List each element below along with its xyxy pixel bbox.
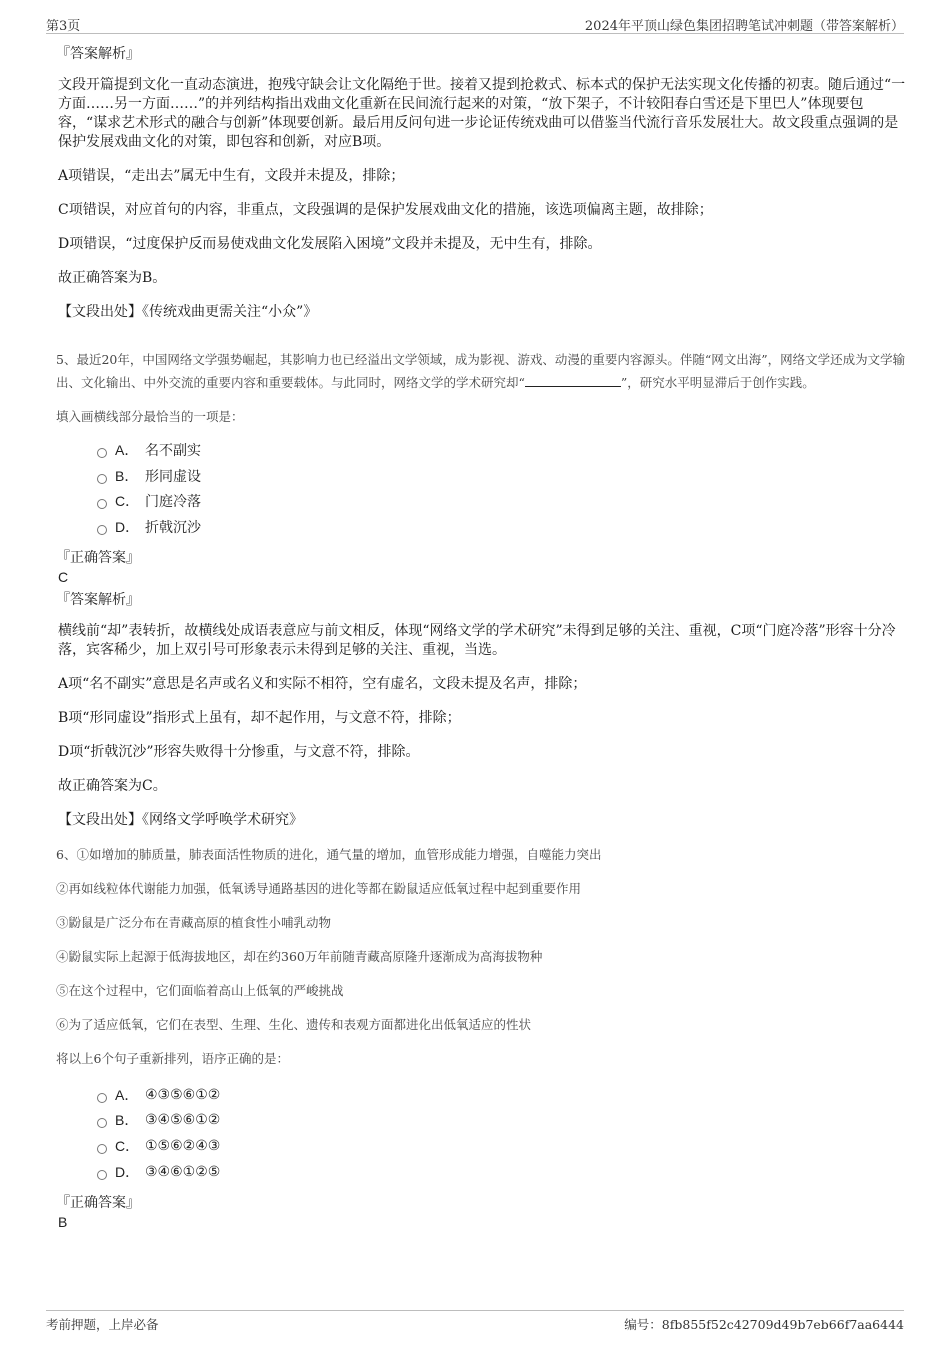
option-letter: B． [115,1112,139,1129]
analysis-paragraph: A项“名不副实”意思是名声或名义和实际不相符，空有虚名，文段未提及名声，排除； [58,675,587,692]
option-letter: C． [115,1137,140,1154]
page-number: 第3页 [46,19,81,34]
correct-answer: C [58,568,69,585]
option-letter: C． [115,493,140,510]
option-letter: A． [115,1086,139,1103]
option-text: 门庭冷落 [145,494,201,511]
analysis-paragraph: 故正确答案为B。 [58,270,167,286]
question-5 [56,348,906,830]
question-stem [56,348,906,394]
correct-answer-title: 『正确答案』 [56,549,140,566]
question-sentence: ③鼢鼠是广泛分布在青藏高原的植食性小哺乳动物 [56,914,332,930]
correct-answer: B [58,1213,68,1230]
option-list [97,1082,906,1185]
analysis-title: 『答案解析』 [56,591,140,608]
option-text: ③④⑥①②⑤ [145,1163,221,1180]
analysis-title: 『答案解析』 [56,46,140,62]
analysis-paragraph: C项错误，对应首句的内容，非重点，文段强调的是保护发展戏曲文化的措施，该选项偏离主题，故排除； [58,202,713,218]
q4-analysis [56,44,906,322]
option-text: 折戟沉沙 [145,519,201,536]
option-b[interactable] [97,463,906,489]
option-list [97,437,906,540]
option-b[interactable] [97,1107,906,1133]
fill-blank [525,375,621,387]
question-prompt: 填入画横线部分最恰当的一项是： [56,409,244,424]
option-c[interactable] [97,488,906,514]
question-sentence: 6、①如增加的肺质量，肺表面活性物质的进化，通气量的增加，血管形成能力增强，自噬能力突出 [56,846,602,862]
option-letter: D． [115,518,140,535]
page-header [46,12,904,34]
stem-before-blank: 5、最近20年，中国网络文学强势崛起，其影响力也已经溢出文学领域，成为影视、游戏、动漫的重要内容源头。伴随“网文出海”，网络文学还成为文学输出、文化输出、中外交流的重要内容和重要载体。与此同时，网络文学的学术研究却“ [56,352,906,390]
option-letter: A． [115,441,139,458]
analysis-paragraph: 故正确答案为C。 [58,777,167,794]
footer-slogan: 考前押题，上岸必备 [46,1317,159,1332]
radio-button-icon[interactable] [97,1118,107,1128]
option-a[interactable] [97,437,906,463]
analysis-paragraph: D项“折戟沉沙”形容失败得十分惨重，与文意不符，排除。 [58,743,420,760]
analysis-paragraph: B项“形同虚设”指形式上虽有，却不起作用，与文意不符，排除； [58,709,461,726]
option-a[interactable] [97,1082,906,1108]
source-citation: 【文段出处】《网络文学呼唤学术研究》 [58,811,303,828]
analysis-paragraph: D项错误，“过度保护反而易使戏曲文化发展陷入困境”文段并未提及，无中生有，排除。 [58,236,602,252]
radio-button-icon[interactable] [97,499,107,509]
document-code: 编号：8fb855f52c42709d49b7eb66f7aa6444 [624,1317,904,1332]
question-6 [56,846,906,1231]
analysis-paragraph: 横线前“却”表转折，故横线处成语表意应与前文相反，体现“网络文学的学术研究”未得到足够的关注、重视，C项“门庭冷落”形容十分冷落，宾客稀少，加上双引号可形象表示未得到足够的关注、重视，当选。 [58,622,896,658]
option-letter: B． [115,467,139,484]
radio-button-icon[interactable] [97,525,107,535]
radio-button-icon[interactable] [97,1170,107,1180]
document-title: 2024年平顶山绿色集团招聘笔试冲刺题（带答案解析） [584,19,904,34]
question-sentence: ⑤在这个过程中，它们面临着高山上低氧的严峻挑战 [56,982,344,998]
correct-answer-title: 『正确答案』 [56,1194,140,1211]
analysis-paragraph: A项错误，“走出去”属无中生有，文段并未提及，排除； [58,168,405,184]
option-text: 名不副实 [145,442,201,459]
radio-button-icon[interactable] [97,474,107,484]
radio-button-icon[interactable] [97,1093,107,1103]
option-c[interactable] [97,1133,906,1159]
question-sentence: ②再如线粒体代谢能力加强，低氧诱导通路基因的进化等都在鼢鼠适应低氧过程中起到重要作用 [56,880,582,896]
question-sentence: ⑥为了适应低氧，它们在表型、生理、生化、遗传和表观方面都进化出低氧适应的性状 [56,1016,532,1032]
page-content [56,44,906,1231]
option-text: ④③⑤⑥①② [145,1086,221,1103]
analysis-paragraph: 文段开篇提到文化一直动态演进，抱残守缺会让文化隔绝于世。接着又提到抢救式、标本式的保护无法实现文化传播的初衷。随后通过“一方面……另一方面……”的并列结构指出戏曲文化重新在民间流行起来的对策，“放下架子，不计较阳春白雪还是下里巴人”体现要包容，“谋求艺术形式的融合与创新”体现要创新。最后用反问句进一步论证传统戏曲可以借鉴当代流行音乐发展壮大。故文段重点强调的是保护发展戏曲文化的对策，即包容和创新，对应B项。 [58,77,906,150]
option-d[interactable] [97,514,906,540]
page-footer [46,1310,904,1332]
stem-after-blank: ”，研究水平明显滞后于创作实践。 [620,375,815,390]
option-text: ③④⑤⑥①② [145,1112,221,1129]
option-text: 形同虚设 [145,468,201,485]
option-text: ①⑤⑥②④③ [145,1137,221,1154]
radio-button-icon[interactable] [97,448,107,458]
option-letter: D． [115,1163,140,1180]
question-prompt: 将以上6个句子重新排列，语序正确的是： [56,1050,289,1066]
radio-button-icon[interactable] [97,1144,107,1154]
source-citation: 【文段出处】《传统戏曲更需关注“小众”》 [58,304,318,320]
option-d[interactable] [97,1159,906,1185]
question-sentence: ④鼢鼠实际上起源于低海拔地区，却在约360万年前随青藏高原隆升逐渐成为高海拔物种 [56,948,543,964]
